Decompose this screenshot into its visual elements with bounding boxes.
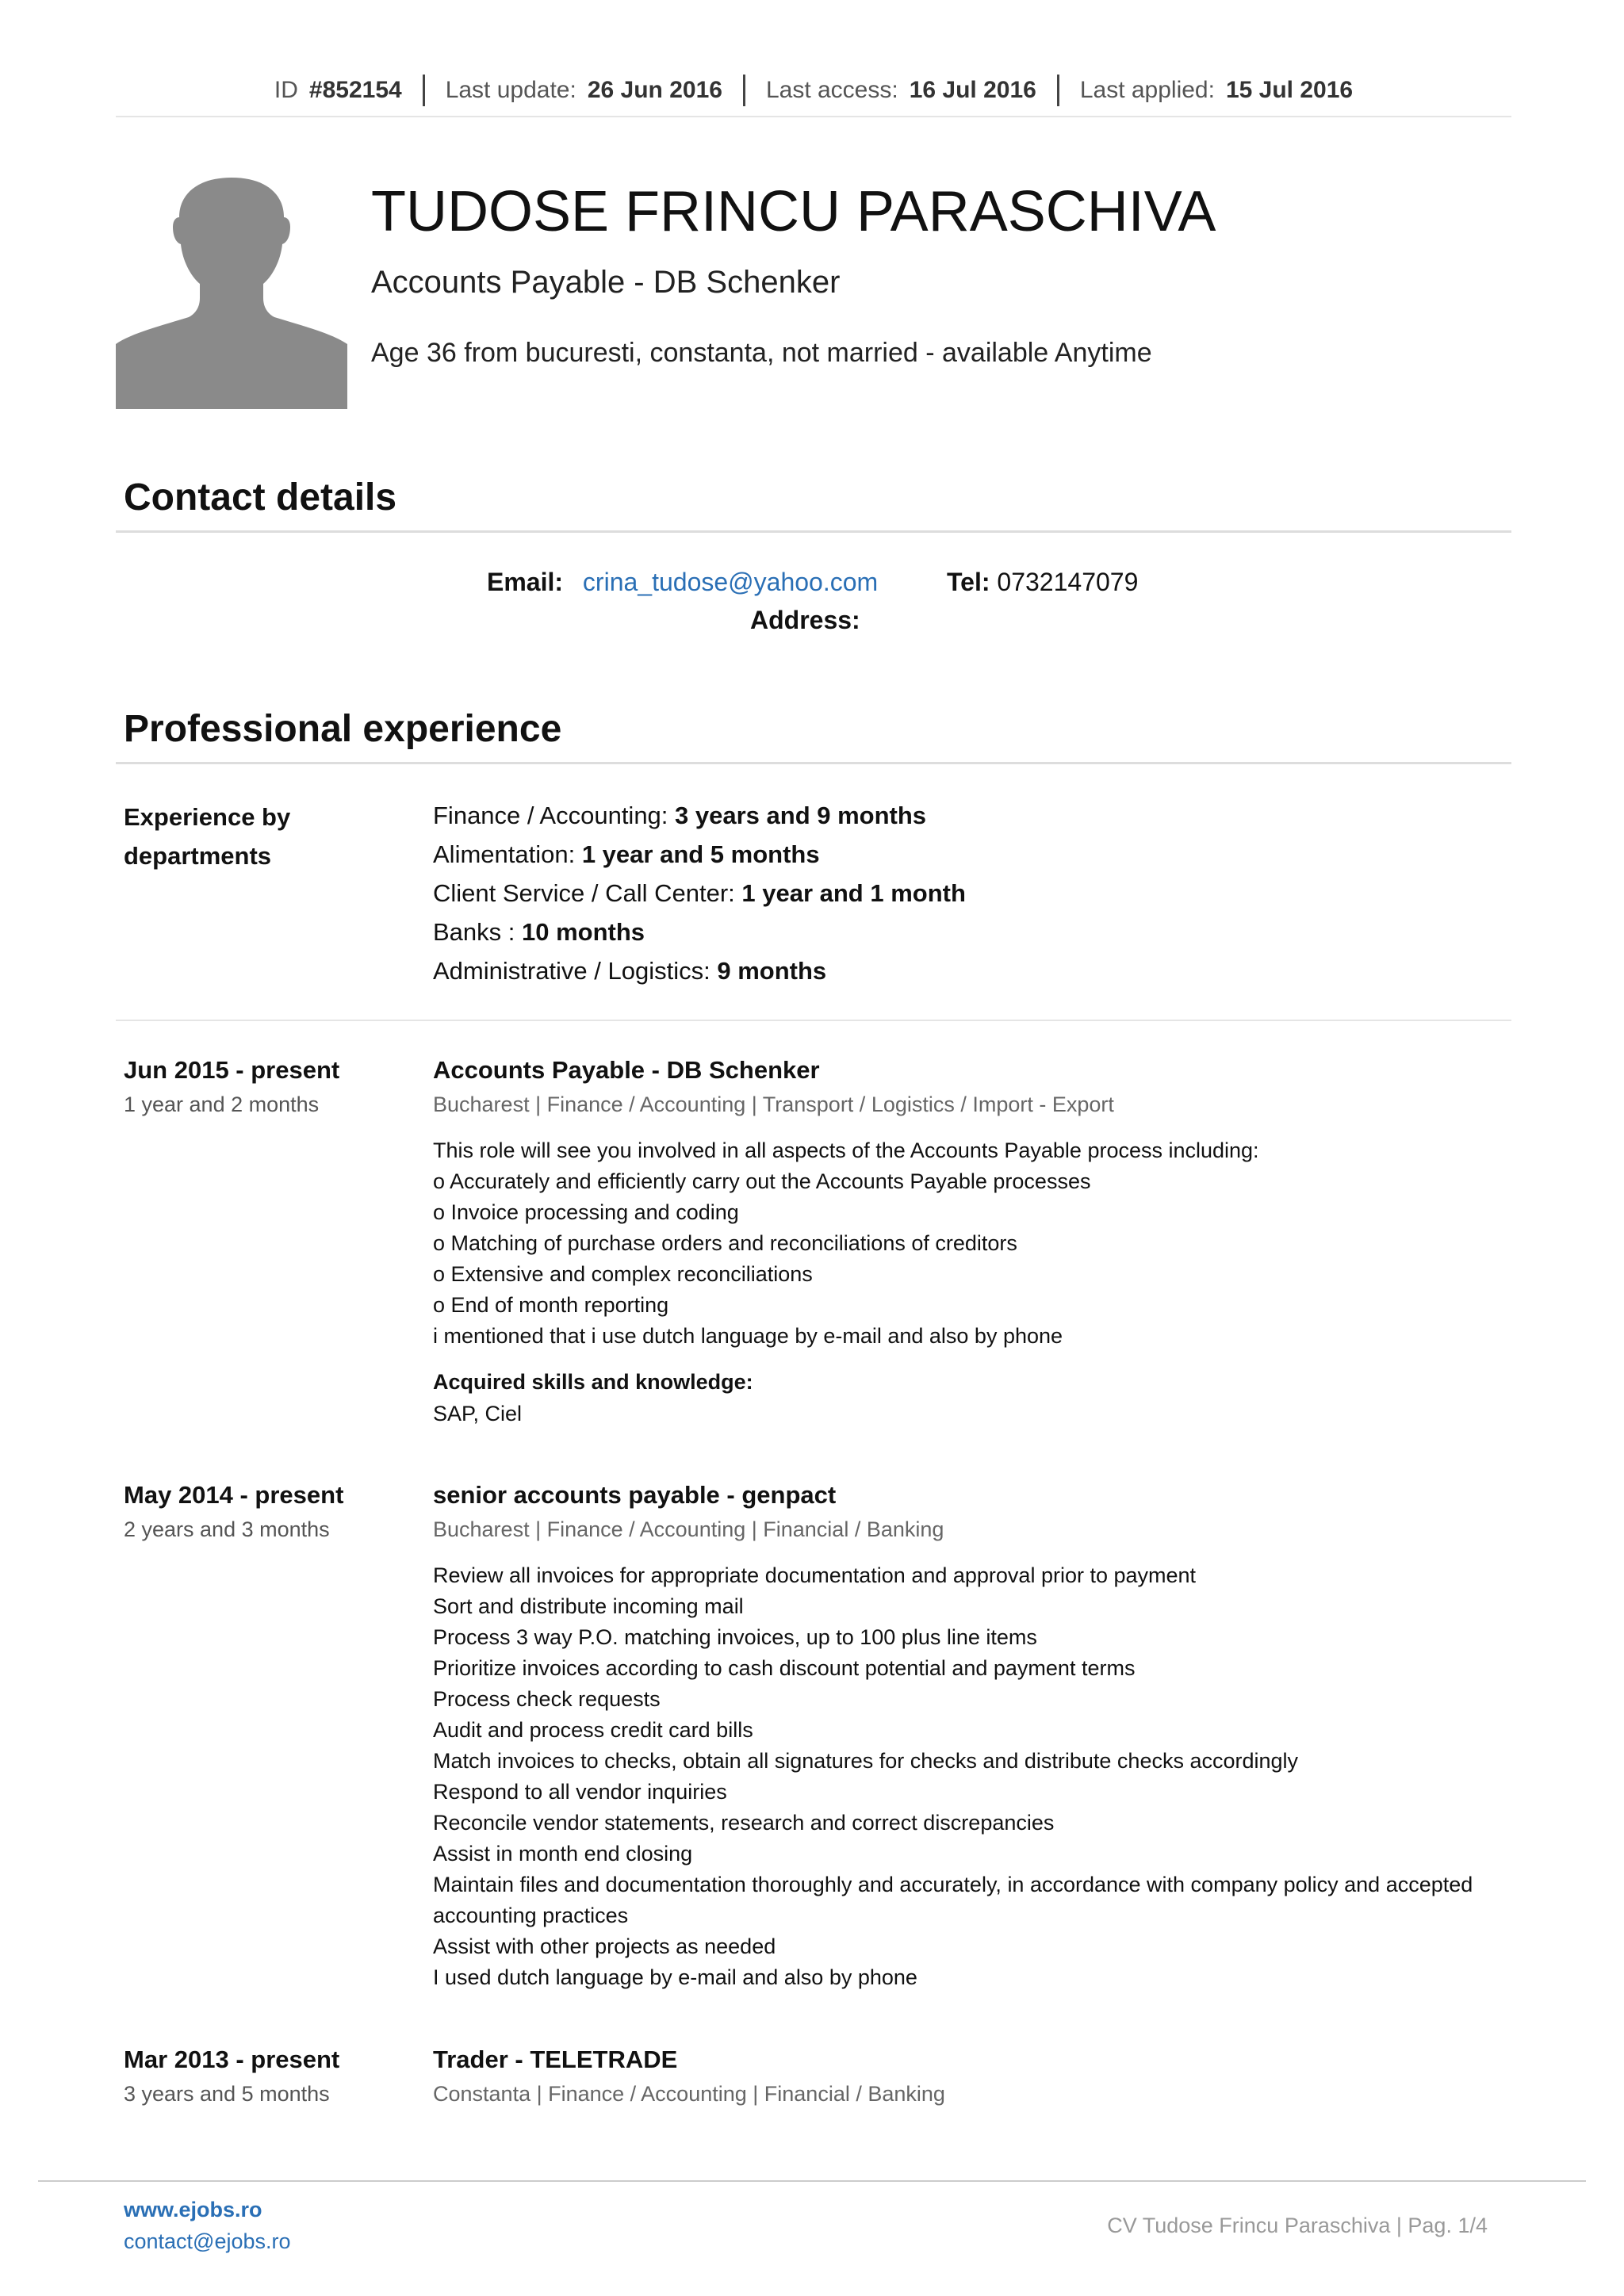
job-meta: Bucharest | Finance / Accounting | Transport / Logistics / Import - Export [433, 1093, 1114, 1116]
footer-site-link[interactable]: www.ejobs.ro [124, 2198, 262, 2221]
skills-label: Acquired skills and knowledge: [433, 1370, 753, 1394]
last-access-value: 16 Jul 2016 [909, 77, 1036, 103]
department-item: Alimentation: 1 year and 5 months [433, 840, 820, 868]
last-update-label: Last update: [445, 77, 576, 103]
tel-label: Tel: [947, 568, 990, 596]
last-applied [1080, 77, 1353, 104]
job-description-line: Assist in month end closing [433, 1842, 693, 1866]
job-date: Mar 2013 - present [124, 2045, 340, 2073]
job-description-line: Review all invoices for appropriate documentation and approval prior to payment [433, 1563, 1197, 1587]
job-date: Jun 2015 - present [124, 1056, 340, 1084]
meta-separator [1057, 75, 1059, 106]
job-description [433, 1560, 1503, 1993]
last-applied-label: Last applied: [1079, 77, 1215, 103]
job-description-line: Maintain files and documentation thoroughly and accurately, in accordance with company policy and accepted accounting practices [433, 1873, 1473, 1927]
job-description-line: o Extensive and complex reconciliations [433, 1262, 813, 1286]
meta-separator [743, 75, 745, 106]
last-applied-value: 15 Jul 2016 [1225, 77, 1354, 103]
job-description-line: This role will see you involved in all aspects of the Accounts Payable process including: [433, 1138, 1259, 1162]
job-description-line: Assist with other projects as needed [433, 1934, 776, 1958]
job-date: May 2014 - present [124, 1481, 344, 1509]
email-row [487, 568, 878, 597]
job-description-line: I used dutch language by e-mail and also by phone [433, 1965, 917, 1989]
cv-meta-bar [116, 65, 1511, 117]
experience-section-title: Professional experience [116, 707, 1511, 764]
meta-separator [423, 75, 425, 106]
job-meta: Bucharest | Finance / Accounting | Financial / Banking [433, 1517, 944, 1541]
job-description-line: o Invoice processing and coding [433, 1200, 739, 1224]
email-label: Email: [487, 568, 564, 596]
skills-value: SAP, Ciel [433, 1402, 523, 1425]
cv-id [274, 77, 402, 104]
job-title: Trader - TELETRADE [433, 2045, 678, 2073]
job-description-line: o Accurately and efficiently carry out the Accounts Payable processes [433, 1169, 1091, 1193]
candidate-headline: Accounts Payable - DB Schenker [371, 265, 841, 300]
user-silhouette-icon [116, 178, 347, 409]
contact-section-title: Contact details [116, 476, 1511, 533]
job-description-line: i mentioned that i use dutch language by e-mail and also by phone [433, 1324, 1063, 1348]
job-description-line: Respond to all vendor inquiries [433, 1780, 727, 1804]
departments-list [433, 796, 966, 990]
job-description [433, 1135, 1503, 1352]
job-description-line: Reconcile vendor statements, research and correct discrepancies [433, 1811, 1055, 1835]
last-update-value: 26 Jun 2016 [587, 77, 722, 103]
job-meta: Constanta | Finance / Accounting | Financial / Banking [433, 2082, 945, 2106]
job-description-line: Process check requests [433, 1687, 661, 1711]
job-description-line: o End of month reporting [433, 1293, 669, 1317]
department-item: Finance / Accounting: 3 years and 9 months [433, 802, 927, 829]
last-access [766, 77, 1036, 104]
footer-email-link[interactable]: contact@ejobs.ro [124, 2229, 291, 2253]
job-duration: 3 years and 5 months [124, 2082, 330, 2106]
footer-page-info: CV Tudose Frincu Paraschiva | Pag. 1/4 [1107, 2214, 1488, 2237]
job-title: senior accounts payable - genpact [433, 1481, 837, 1509]
department-item: Banks : 10 months [433, 918, 645, 946]
job-description-line: Process 3 way P.O. matching invoices, up to 100 plus line items [433, 1625, 1037, 1649]
address-label: Address: [750, 606, 860, 634]
tel-row [947, 568, 1138, 597]
candidate-personal-info: Age 36 from bucuresti, constanta, not married - available Anytime [371, 338, 1152, 368]
candidate-name: TUDOSE FRINCU PARASCHIVA [371, 180, 1216, 243]
job-description-line: Match invoices to checks, obtain all signatures for checks and distribute checks accordingly [433, 1749, 1299, 1773]
job-description-line: Sort and distribute incoming mail [433, 1594, 744, 1618]
job-duration: 2 years and 3 months [124, 1517, 330, 1541]
cv-id-value: #852154 [308, 77, 402, 103]
tel-value: 0732147079 [997, 568, 1139, 596]
cv-id-label: ID [274, 77, 298, 103]
job-title: Accounts Payable - DB Schenker [433, 1056, 820, 1084]
job-duration: 1 year and 2 months [124, 1093, 320, 1116]
department-item: Administrative / Logistics: 9 months [433, 957, 827, 985]
departments-label: Experience by departments [124, 803, 291, 870]
last-update [446, 77, 722, 104]
department-item: Client Service / Call Center: 1 year and 1 month [433, 879, 966, 907]
job-description-line: o Matching of purchase orders and reconciliations of creditors [433, 1231, 1017, 1255]
last-access-label: Last access: [765, 77, 898, 103]
job-description-line: Audit and process credit card bills [433, 1718, 753, 1742]
email-link[interactable]: crina_tudose@yahoo.com [582, 568, 879, 596]
job-description-line: Prioritize invoices according to cash discount potential and payment terms [433, 1656, 1136, 1680]
footer-divider [38, 2180, 1586, 2182]
section-divider [116, 1020, 1511, 1021]
